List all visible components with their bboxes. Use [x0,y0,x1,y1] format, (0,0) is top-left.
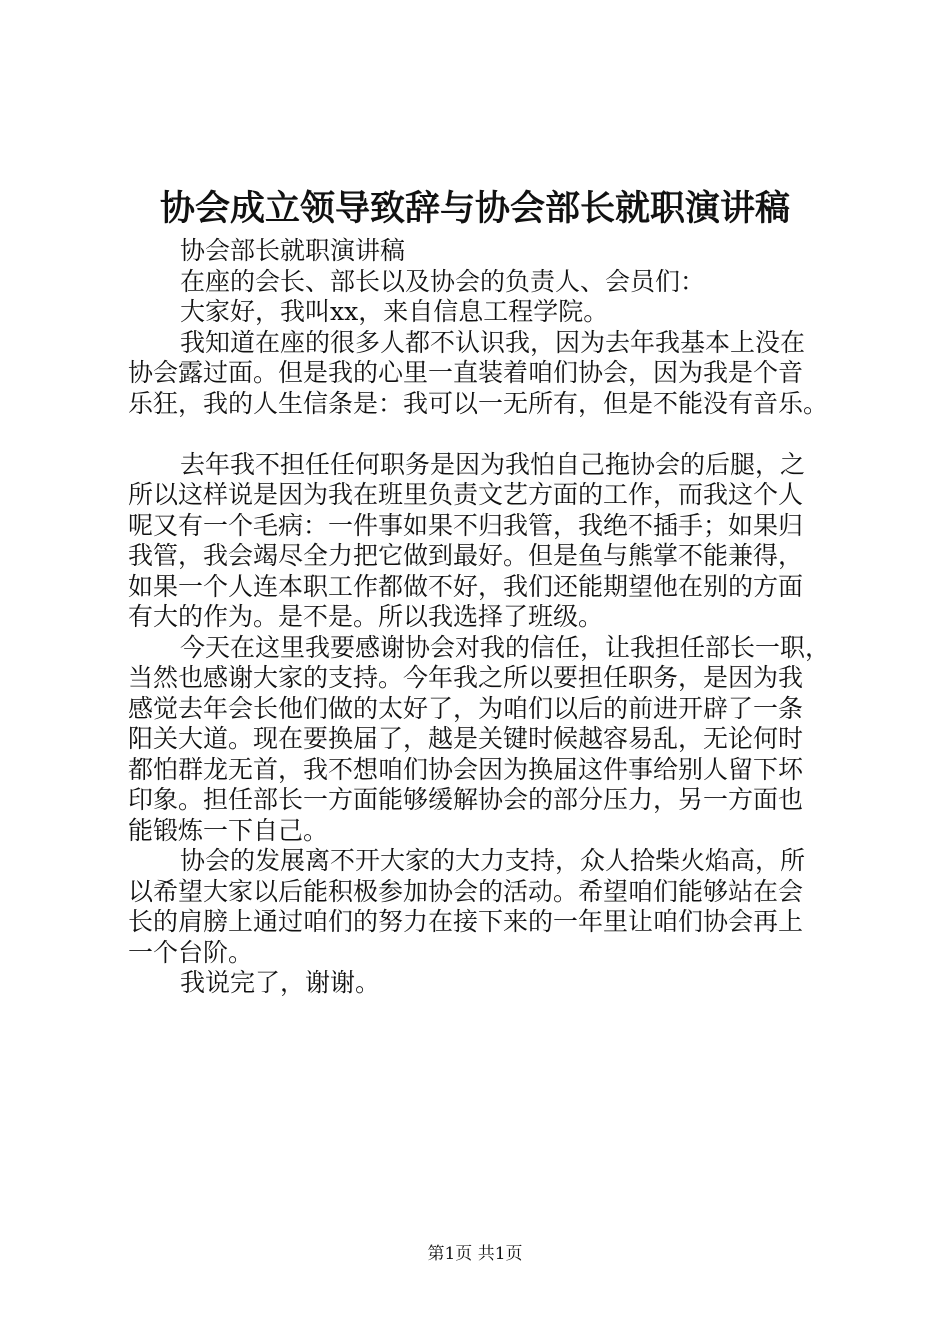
paragraph-line: 我知道在座的很多人都不认识我，因为去年我基本上没在 [180,327,806,357]
paragraph-line: 乐狂，我的人生信条是：我可以一无所有，但是不能没有音乐。 [128,388,829,418]
paragraph-line: 能锻炼一下自己。 [128,815,329,845]
paragraph-line: 当然也感谢大家的支持。今年我之所以要担任职务，是因为我 [128,663,804,692]
paragraph-line: 有大的作为。是不是。所以我选择了班级。 [128,602,604,631]
paragraph-line: 阳关大道。现在要换届了，越是关键时候越容易乱，无论何时 [128,724,804,753]
paragraph-line: 去年我不担任任何职务是因为我怕自己拖协会的后腿，之 [180,449,806,479]
paragraph-line: 呢又有一个毛病：一件事如果不归我管，我绝不插手；如果归 [128,510,804,540]
salutation-line: 在座的会长、部长以及协会的负责人、会员们： [180,266,706,296]
paragraph-line: 我管，我会竭尽全力把它做到最好。但是鱼与熊掌不能兼得， [128,541,804,570]
paragraph-line: 协会露过面。但是我的心里一直装着咱们协会，因为我是个音 [128,358,804,387]
subtitle-line: 协会部长就职演讲稿 [180,236,406,265]
paragraph-line: 如果一个人连本职工作都做不好，我们还能期望他在别的方面 [128,571,804,601]
paragraph-line: 感觉去年会长他们做的太好了，为咱们以后的前进开辟了一条 [128,693,804,723]
paragraph-line: 长的肩膀上通过咱们的努力在接下来的一年里让咱们协会再上 [128,907,804,936]
paragraph-line: 一个台阶。 [128,937,254,967]
paragraph-gap [128,419,848,450]
document-body [128,236,848,999]
page-footer: 第1页 共1页 [427,1244,523,1264]
closing-line: 我说完了，谢谢。 [180,968,381,997]
greeting-line: 大家好，我叫xx，来自信息工程学院。 [180,297,609,326]
paragraph-line: 都怕群龙无首，我不想咱们协会因为换届这件事给别人留下坏 [128,754,804,784]
paragraph-line: 以希望大家以后能积极参加协会的活动。希望咱们能够站在会 [128,876,804,906]
paragraph-line: 今天在这里我要感谢协会对我的信任，让我担任部长一职， [180,632,831,662]
paragraph-line: 协会的发展离不开大家的大力支持，众人拾柴火焰高，所 [180,846,806,875]
document-title: 协会成立领导致辞与协会部长就职演讲稿 [159,188,790,229]
paragraph-line: 印象。担任部长一方面能够缓解协会的部分压力，另一方面也 [128,785,804,814]
paragraph-line: 所以这样说是因为我在班里负责文艺方面的工作，而我这个人 [128,480,804,509]
